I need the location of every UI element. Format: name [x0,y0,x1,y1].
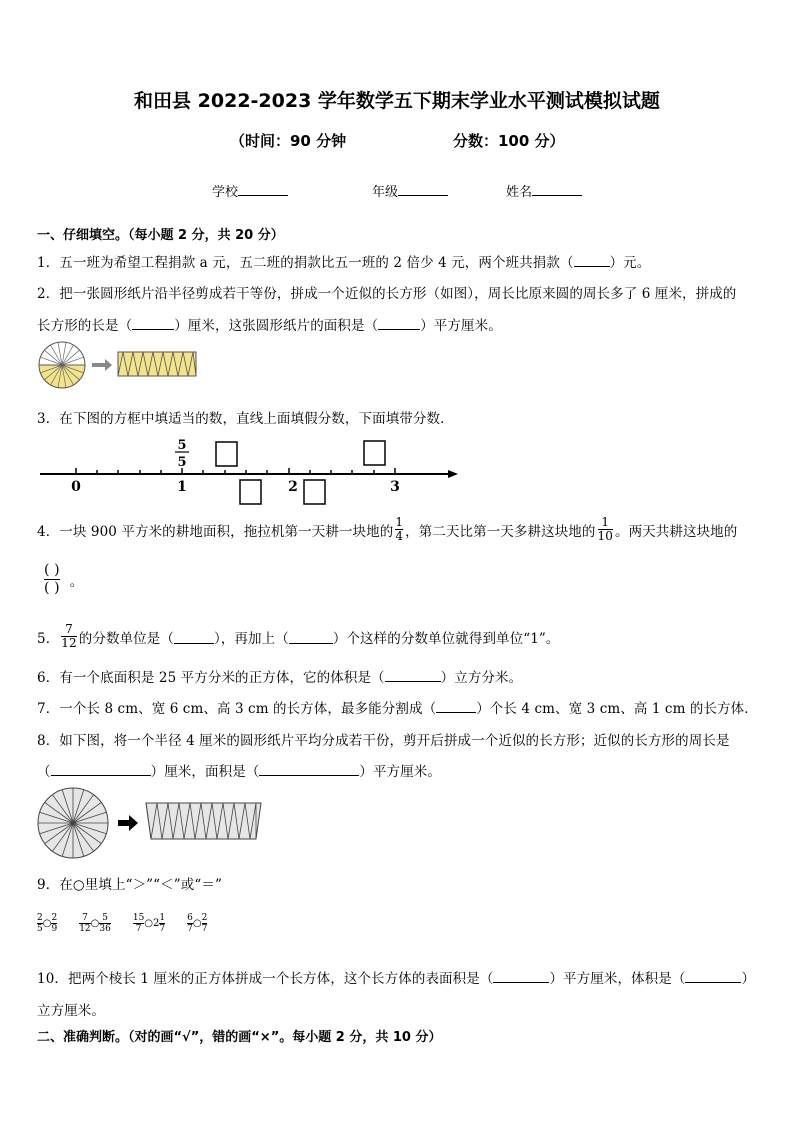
q7-text-a: 7．一个长 8 cm、宽 6 cm、高 3 cm 的长方体，最多能分割成（ [37,701,437,717]
q6-text-a: 6．有一个底面积是 25 平方分米的正方体，它的体积是（ [37,670,385,686]
q9-1-right-num: 2 [51,913,58,923]
q4-ans-num: ( ) [44,562,60,578]
q7-answer-blank[interactable] [436,712,476,713]
q8-area-blank[interactable] [259,775,359,776]
name-blank[interactable] [532,195,582,196]
q9-3-circle[interactable]: ○ [144,918,154,929]
question-10-line1 [37,967,755,987]
q2-divided-circle [39,342,85,388]
q9-4-left-num: 6 [187,913,193,923]
q4-ans-den: ( ) [44,580,60,596]
q4-f1-num: 1 [395,515,404,529]
q9-1-circle[interactable]: ○ [42,918,52,929]
arrow-right-icon [92,359,112,371]
q1-text-a: 1．五一班为希望工程捐款 a 元，五二班的捐款比五一班的 2 倍少 4 元，两个班共捐款（ [37,255,574,271]
q9-3-left-den: 7 [135,924,142,934]
q6-answer-blank[interactable] [385,681,441,682]
q3-number-line [36,434,466,510]
q9-compare-3 [133,913,165,934]
q9-1-left-num: 2 [37,913,43,923]
q4-fraction-1 [395,516,403,543]
q6-text-b: ）立方分米。 [440,670,523,686]
question-2-line1: 2．把一张圆形纸片沿半径剪成若干等份，拼成一个近似的长方形（如图），周长比原来圆的周长多了 6 厘米，拼成的 [37,286,737,302]
school-field[interactable] [212,181,288,200]
q9-3-right-den: 7 [159,924,166,934]
answer-box-above-1[interactable] [216,442,237,466]
q9-2-circle[interactable]: ○ [90,918,100,929]
q4-f2-den: 10 [597,529,613,543]
q4-answer[interactable] [42,562,83,597]
tick-label-2: 2 [288,479,298,495]
exam-score: 分数：100 分） [453,132,565,150]
grade-field[interactable] [372,181,448,200]
q2-approximate-rectangle [118,352,196,376]
q8-text-a: （ [37,764,51,780]
answer-box-below-1[interactable] [240,480,261,504]
q5-count-blank[interactable] [289,629,333,644]
q9-4-circle[interactable]: ○ [192,918,202,929]
q2-text-b: ）厘米，这张圆形纸片的面积是（ [174,318,379,334]
q4-text-a: 4．一块 900 平方米的耕地面积，拖拉机第一天耕一块地的 [37,523,394,540]
q4-answer-fraction[interactable] [44,562,60,597]
q5-text-d: ）个这样的分数单位就得到单位“1”。 [332,630,560,647]
q8-text-b: ）厘米，面积是（ [150,764,260,780]
q9-2-right-num: 5 [102,913,108,923]
answer-box-above-2[interactable] [364,441,385,465]
q2-text-c: ）平方厘米。 [420,318,502,334]
q7-text-b: ）个长 4 cm、宽 3 cm、高 1 cm 的长方体． [476,701,758,717]
question-3: 3．在下图的方框中填适当的数，直线上面填假分数，下面填带分数． [37,411,454,427]
grade-label: 年级 [372,185,399,200]
tick-label-0: 0 [71,479,81,495]
question-8-line1: 8．如下图，将一个半径 4 厘米的圆形纸片平均分成若干份，剪开后拼成一个近似的长方形；近似的长方形的周长是 [37,733,730,749]
q8-approximate-rectangle [146,803,261,839]
fraction-numerator: 5 [177,438,187,453]
arrow-right-icon [118,815,138,831]
question-2-line2 [37,314,502,334]
q2-text-a: 长方形的长是（ [37,318,133,334]
q1-answer-blank[interactable] [574,266,610,267]
q9-4-right-num: 2 [201,913,208,923]
question-6 [37,666,522,686]
q5-text-c: ），再加上（ [213,630,289,647]
q9-3-left-num: 15 [132,913,145,923]
page-title: 和田县 2022-2023 学年数学五下期末学业水平测试模拟试题 [134,90,660,112]
answer-box-below-2[interactable] [304,480,325,504]
grade-blank[interactable] [398,195,448,196]
tick-label-3: 3 [390,479,400,495]
q5-f-den: 12 [61,636,77,650]
school-label: 学校 [212,185,239,200]
q9-comparisons [37,913,229,934]
q9-4-right-den: 7 [201,924,208,934]
q5-unit-blank[interactable] [174,629,214,644]
q4-f1-den: 4 [395,529,404,543]
q9-2-left-num: 7 [82,913,88,923]
q9-2-right-den: 36 [99,924,111,934]
q9-4-left-den: 7 [187,924,193,934]
q8-perimeter-blank[interactable] [51,775,151,776]
question-10-line2: 立方厘米。 [37,1003,105,1019]
q9-2-left-den: 12 [79,924,91,934]
q4-f2-num: 1 [601,515,610,529]
q9-3-right-num: 1 [159,913,166,923]
tick-label-1: 1 [177,479,187,495]
q10-text-b: ）平方厘米，体积是（ [549,971,686,987]
question-4 [37,516,737,543]
q8-text-c: ）平方厘米。 [359,764,442,780]
q8-circle-to-rectangle-figure [36,787,266,861]
q4-end: 。 [69,573,84,590]
section-2-heading: 二、准确判断。（对的画“√”，错的画“×”。每小题 2 分，共 10 分） [37,1030,442,1045]
q5-fraction [61,623,76,650]
section-1-heading: 一、仔细填空。（每小题 2 分，共 20 分） [37,228,284,243]
q5-number: 5． [37,630,60,647]
number-line-arrow-icon [448,470,458,478]
q10-text-a: 10．把两个棱长 1 厘米的正方体拼成一个长方体，这个长方体的表面积是（ [37,971,494,987]
q10-volume-blank[interactable] [685,982,741,983]
q1-text-b: ）元。 [609,255,651,271]
q5-text-b: 的分数单位是（ [78,630,174,647]
exam-time: （时间：90 分钟 [230,132,347,150]
q2-area-blank[interactable] [378,329,420,330]
q2-circle-to-rectangle-figure [36,340,206,390]
school-blank[interactable] [238,195,288,196]
q9-compare-1 [37,913,57,934]
q4-text-c: 。两天共耕这块地的 [614,523,738,540]
question-7 [37,697,758,717]
q9-3-whole: 2 [153,918,160,929]
fraction-denominator: 5 [177,455,187,470]
q9-compare-2 [79,913,111,934]
q10-text-c: ） [741,971,756,987]
q5-f-num: 7 [65,622,73,636]
q4-fraction-2 [598,516,613,543]
question-1 [37,251,650,271]
q9-1-right-den: 9 [51,924,58,934]
q9-1-left-den: 5 [37,924,43,934]
question-9: 9．在○里填上“＞”“＜”或“＝” [37,877,222,893]
q4-text-b: ，第二天比第一天多耕这块地的 [405,523,596,540]
q2-length-blank[interactable] [132,329,174,330]
name-label: 姓名 [506,185,533,200]
q9-compare-4 [187,913,207,934]
q8-divided-circle [38,788,108,858]
question-8-line2 [37,760,441,780]
name-field[interactable] [506,181,582,200]
question-5 [37,623,560,650]
q10-surface-blank[interactable] [493,982,549,983]
